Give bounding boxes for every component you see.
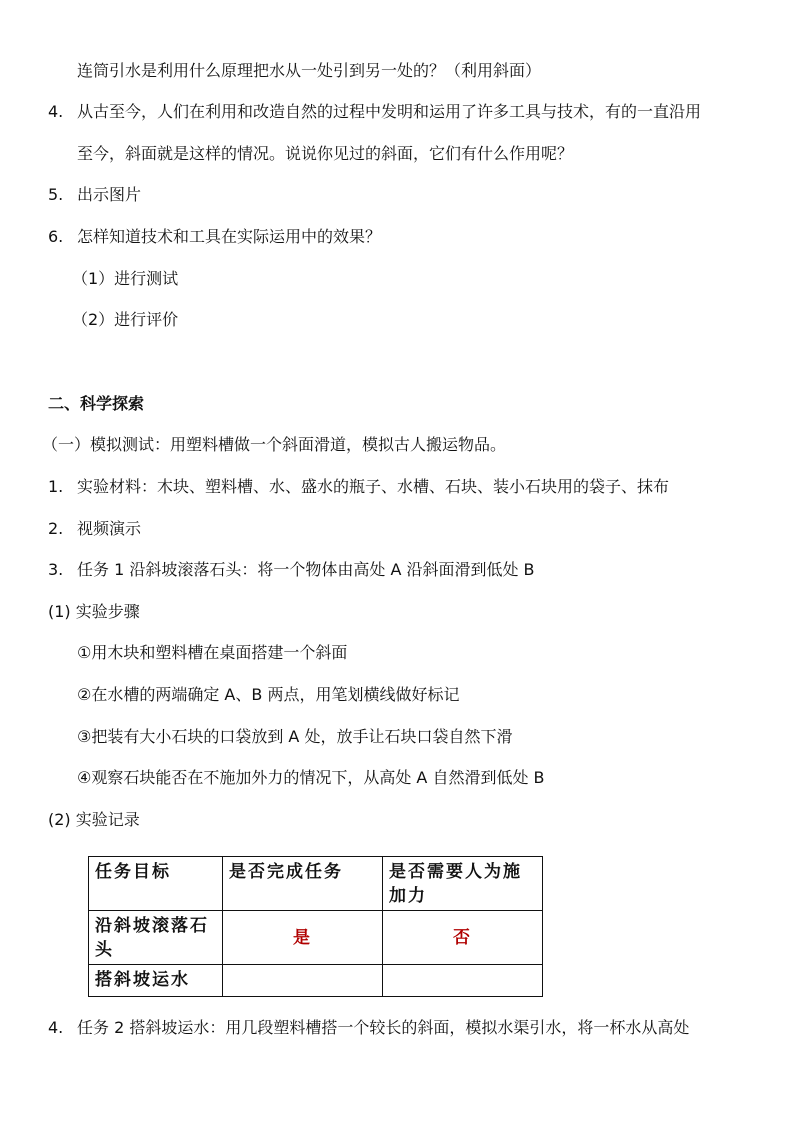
list-number: 1. xyxy=(48,477,64,496)
task-cell: 沿斜坡滚落石头 xyxy=(89,911,223,965)
step-item: ②在水槽的两端确定 A、B 两点，用笔划横线做好标记 xyxy=(77,685,460,704)
answer-cell xyxy=(223,965,383,997)
list-item-text: 实验材料：木块、塑料槽、水、盛水的瓶子、水槽、石块、装小石块用的袋子、抹布 xyxy=(77,477,670,496)
header-cell: 任务目标 xyxy=(89,857,223,911)
list-item-continuation: 至今，斜面就是这样的情况。说说你见过的斜面，它们有什么作用呢？ xyxy=(77,144,574,163)
record-label: (2) 实验记录 xyxy=(48,810,140,829)
steps-label: (1) 实验步骤 xyxy=(48,602,140,621)
table-row xyxy=(89,911,543,965)
list-item-text: 任务 2 搭斜坡运水：用几段塑料槽搭一个较长的斜面，模拟水渠引水，将一杯水从高处 xyxy=(77,1018,690,1037)
record-table xyxy=(88,856,543,997)
list-item-text: 视频演示 xyxy=(77,519,142,538)
task-cell: 搭斜坡运水 xyxy=(89,965,223,997)
answer-cell: 是 xyxy=(223,911,383,965)
sub-item: （1）进行测试 xyxy=(72,269,179,288)
step-item: ③把装有大小石块的口袋放到 A 处，放手让石块口袋自然下滑 xyxy=(77,727,513,746)
header-cell: 是否完成任务 xyxy=(223,857,383,911)
list-number: 3. xyxy=(48,560,64,579)
sub-item: （2）进行评价 xyxy=(72,310,179,329)
section-intro: （一）模拟测试：用塑料槽做一个斜面滑道，模拟古人搬运物品。 xyxy=(42,435,507,454)
list-number: 5. xyxy=(48,185,64,204)
header-cell: 是否需要人为施加力 xyxy=(383,857,543,911)
list-number: 4. xyxy=(48,102,64,121)
list-number: 6. xyxy=(48,227,64,246)
section-title: 二、科学探索 xyxy=(48,394,145,413)
step-item: ①用木块和塑料槽在桌面搭建一个斜面 xyxy=(77,643,348,662)
list-item-text: 任务 1 沿斜坡滚落石头：将一个物体由高处 A 沿斜面滑到低处 B xyxy=(77,560,535,579)
list-item-text: 出示图片 xyxy=(77,185,142,204)
question-line: 连筒引水是利用什么原理把水从一处引到另一处的？（利用斜面） xyxy=(77,61,542,80)
list-number: 2. xyxy=(48,519,64,538)
table-row xyxy=(89,965,543,997)
list-item-text: 怎样知道技术和工具在实际运用中的效果？ xyxy=(77,227,382,246)
list-item-text: 从古至今，人们在利用和改造自然的过程中发明和运用了许多工具与技术，有的一直沿用 xyxy=(77,102,702,121)
answer-cell xyxy=(383,965,543,997)
step-item: ④观察石块能否在不施加外力的情况下，从高处 A 自然滑到低处 B xyxy=(77,768,545,787)
table-header-row xyxy=(89,857,543,911)
list-number: 4. xyxy=(48,1018,64,1037)
answer-cell: 否 xyxy=(383,911,543,965)
